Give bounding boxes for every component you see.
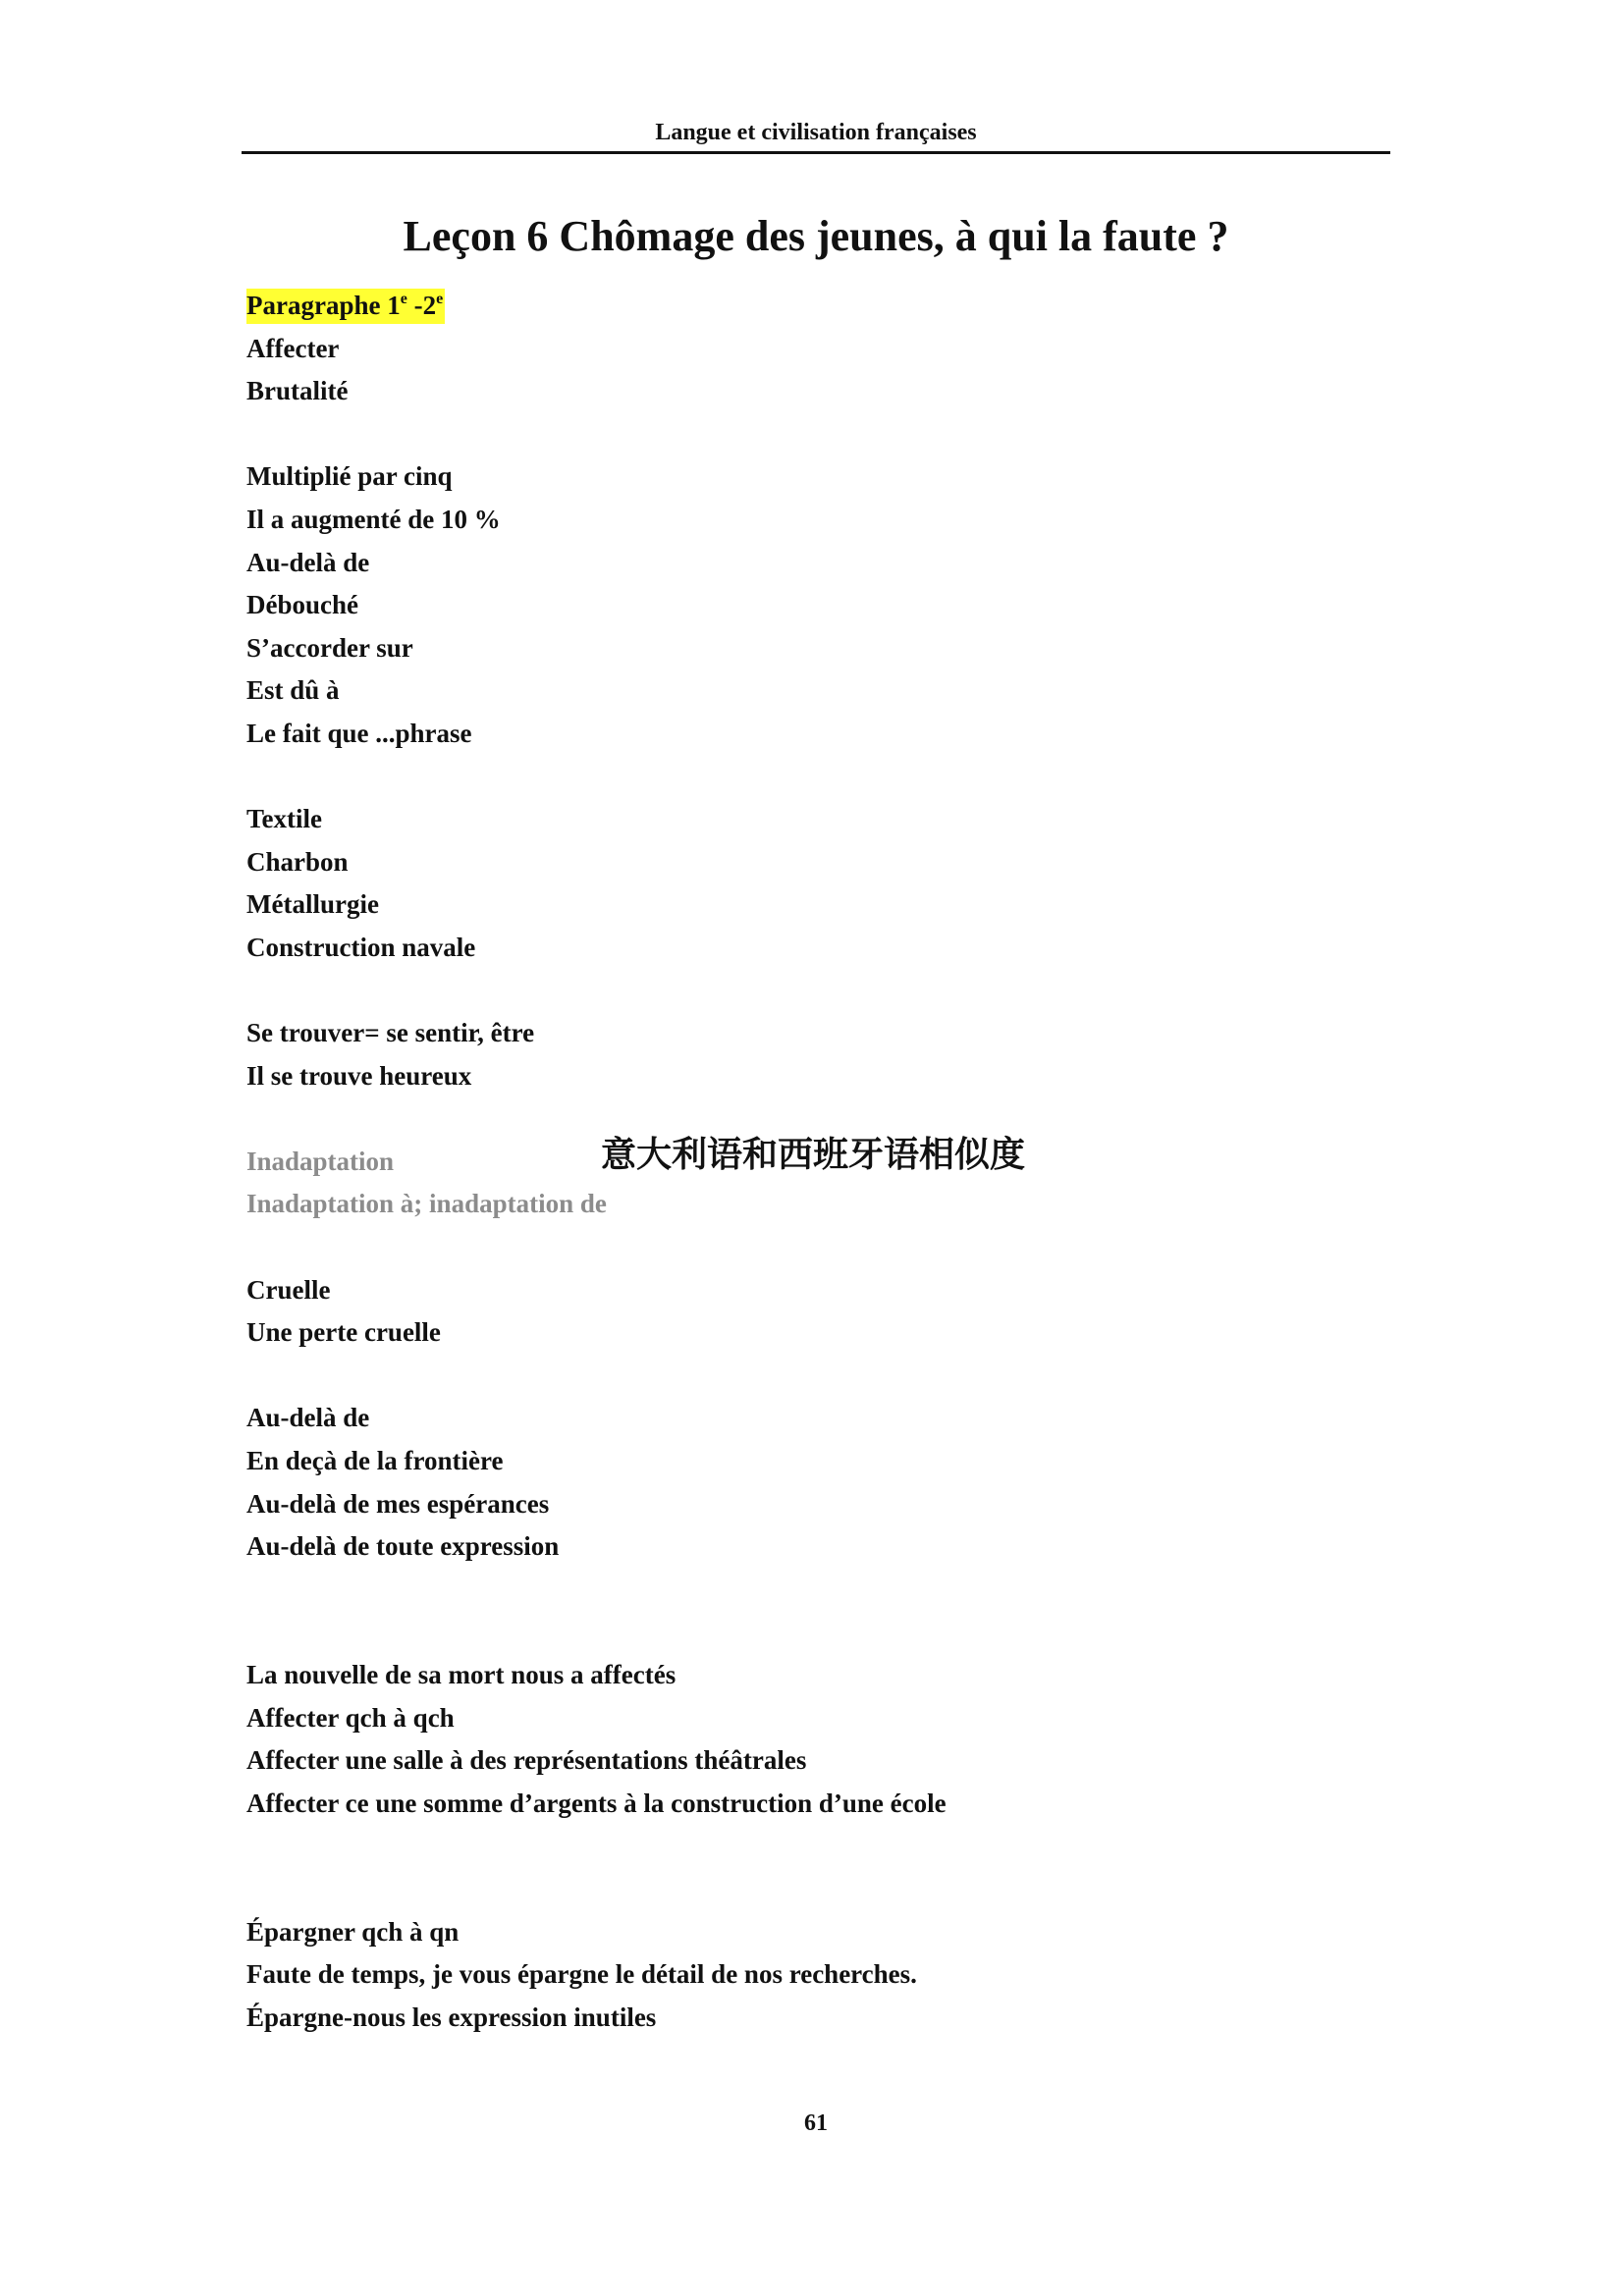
spacer: [246, 1355, 1385, 1398]
vocab-line: Multiplié par cinq: [246, 461, 453, 492]
vocab-line: Affecter: [246, 333, 340, 363]
vocab-line: Au-delà de mes espérances: [246, 1488, 550, 1519]
vocab-line: Charbon: [246, 846, 349, 877]
vocab-line: Épargner qch à qn: [246, 1916, 460, 1947]
vocab-line: Métallurgie: [246, 889, 379, 920]
vocab-line: Construction navale: [246, 932, 476, 962]
paragraph-label: [246, 285, 1385, 328]
vocab-line: Au-delà de: [246, 547, 370, 577]
vocab-line-gray: Inadaptation: [246, 1146, 395, 1176]
vocab-line: S’accorder sur: [246, 632, 413, 663]
running-header: Langue et civilisation françaises: [655, 120, 977, 145]
vocab-line: Le fait que ...phrase: [246, 718, 472, 748]
spacer: [246, 1569, 1385, 1654]
header-rule: [242, 151, 1390, 154]
vocab-line-gray: Inadaptation à; inadaptation de: [246, 1189, 607, 1219]
lesson-title: Leçon 6 Chômage des jeunes, à qui la faute ?: [403, 212, 1229, 260]
vocab-line: Se trouver= se sentir, être: [246, 1018, 535, 1048]
vocab-line: En deçà de la frontière: [246, 1446, 504, 1476]
vocab-line: La nouvelle de sa mort nous a affectés: [246, 1660, 677, 1689]
vocab-line: Affecter qch à qch: [246, 1702, 455, 1733]
vocab-line: Épargne-nous les expression inutiles: [246, 2002, 657, 2032]
vocab-line: Textile: [246, 804, 322, 834]
highlighted-label: Paragraphe 1e -2e: [246, 289, 445, 324]
vocab-line: Affecter ce une somme d’argents à la construction d’une école: [246, 1788, 947, 1818]
spacer: [246, 756, 1385, 799]
vocab-line: Une perte cruelle: [246, 1317, 441, 1348]
vocab-line: Est dû à: [246, 675, 340, 706]
page-number: 61: [804, 2110, 828, 2136]
vocab-line: Cruelle: [246, 1274, 331, 1305]
spacer: [246, 1825, 1385, 1910]
vocab-line: Au-delà de: [246, 1403, 370, 1433]
vocab-line: Au-delà de toute expression: [246, 1531, 560, 1562]
spacer: [246, 1226, 1385, 1269]
vocab-line: Débouché: [246, 590, 358, 620]
vocab-line: Brutalité: [246, 376, 349, 406]
vocab-line: Il a augmenté de 10 %: [246, 504, 501, 534]
vocab-line: Affecter une salle à des représentations théâtrales: [246, 1745, 807, 1776]
overlay-watermark-text: 意大利语和西班牙语相似度: [601, 1135, 1026, 1175]
spacer: [246, 413, 1385, 456]
vocab-line: Il se trouve heureux: [246, 1060, 472, 1091]
vocab-line: Faute de temps, je vous épargne le détail de nos recherches.: [246, 1959, 917, 1990]
spacer: [246, 970, 1385, 1013]
